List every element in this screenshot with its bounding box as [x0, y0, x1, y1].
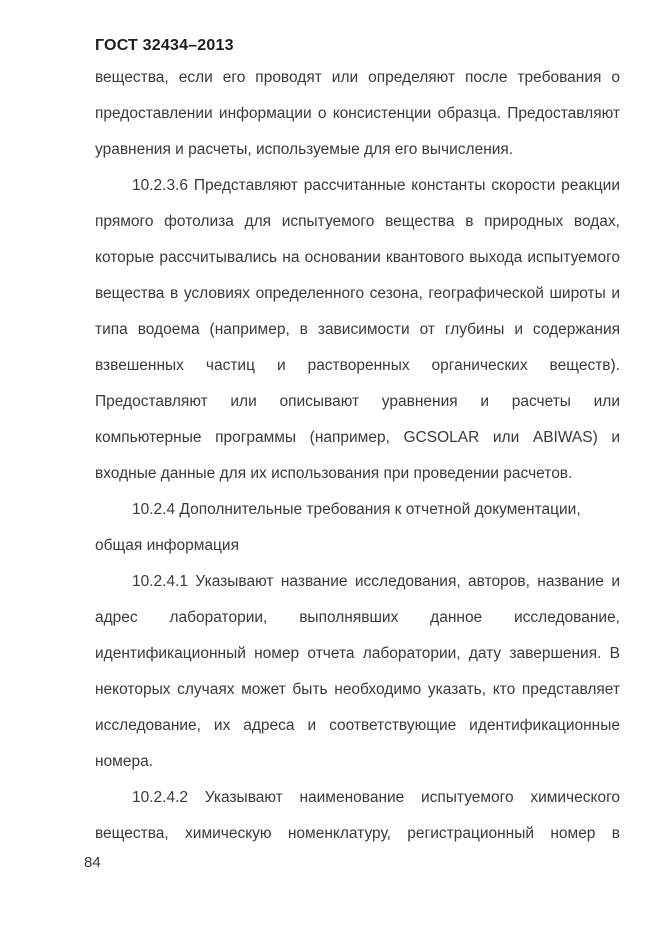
text-line: компьютерные программы (например, GCSOLAR или ABIWAS) и — [95, 429, 620, 446]
text-line: которые рассчитывались на основании квантового выхода испытуемого — [95, 249, 620, 266]
text-line: номера. — [95, 753, 154, 770]
paragraph — [95, 780, 620, 852]
text-line: предоставлении информации о консистенции образца. Предоставляют — [95, 105, 620, 122]
document-body — [95, 60, 620, 852]
text-line: взвешенных частиц и растворенных органических веществ). — [95, 357, 620, 374]
text-line: вещества, химическую номенклатуру, регистрационный номер в — [95, 825, 620, 842]
text-line: Предоставляют или описывают уравнения и расчеты или — [95, 393, 620, 410]
page-number: 84 — [84, 854, 101, 871]
text-line: вещества в условиях определенного сезона, географической широты и — [95, 285, 620, 302]
text-line: некоторых случаях может быть необходимо указать, кто представляет — [95, 681, 620, 698]
text-line: идентификационный номер отчета лаборатории, дату завершения. В — [95, 645, 620, 662]
text-line: входные данные для их использования при проведении расчетов. — [95, 465, 573, 482]
text-line: уравнения и расчеты, используемые для его вычисления. — [95, 141, 514, 158]
text-line: типа водоема (например, в зависимости от глубины и содержания — [95, 321, 620, 338]
text-line: 10.2.4.1 Указывают название исследования, авторов, название и — [132, 573, 620, 590]
text-line: 10.2.3.6 Представляют рассчитанные константы скорости реакции — [132, 177, 620, 194]
text-line: 10.2.4 Дополнительные требования к отчетной документации, — [132, 501, 581, 518]
text-line: общая информация — [95, 537, 239, 554]
paragraph — [95, 564, 620, 780]
paragraph — [95, 60, 620, 168]
text-line: исследование, их адреса и соответствующие идентификационные — [95, 717, 620, 734]
paragraph — [95, 492, 620, 564]
document-header: ГОСТ 32434–2013 — [95, 37, 234, 54]
paragraph — [95, 168, 620, 492]
text-line: вещества, если его проводят или определяют после требования о — [95, 69, 620, 86]
text-line: прямого фотолиза для испытуемого вещества в природных водах, — [95, 213, 620, 230]
text-line: 10.2.4.2 Указывают наименование испытуемого химического — [132, 789, 620, 806]
text-line: адрес лаборатории, выполнявших данное исследование, — [95, 609, 620, 626]
